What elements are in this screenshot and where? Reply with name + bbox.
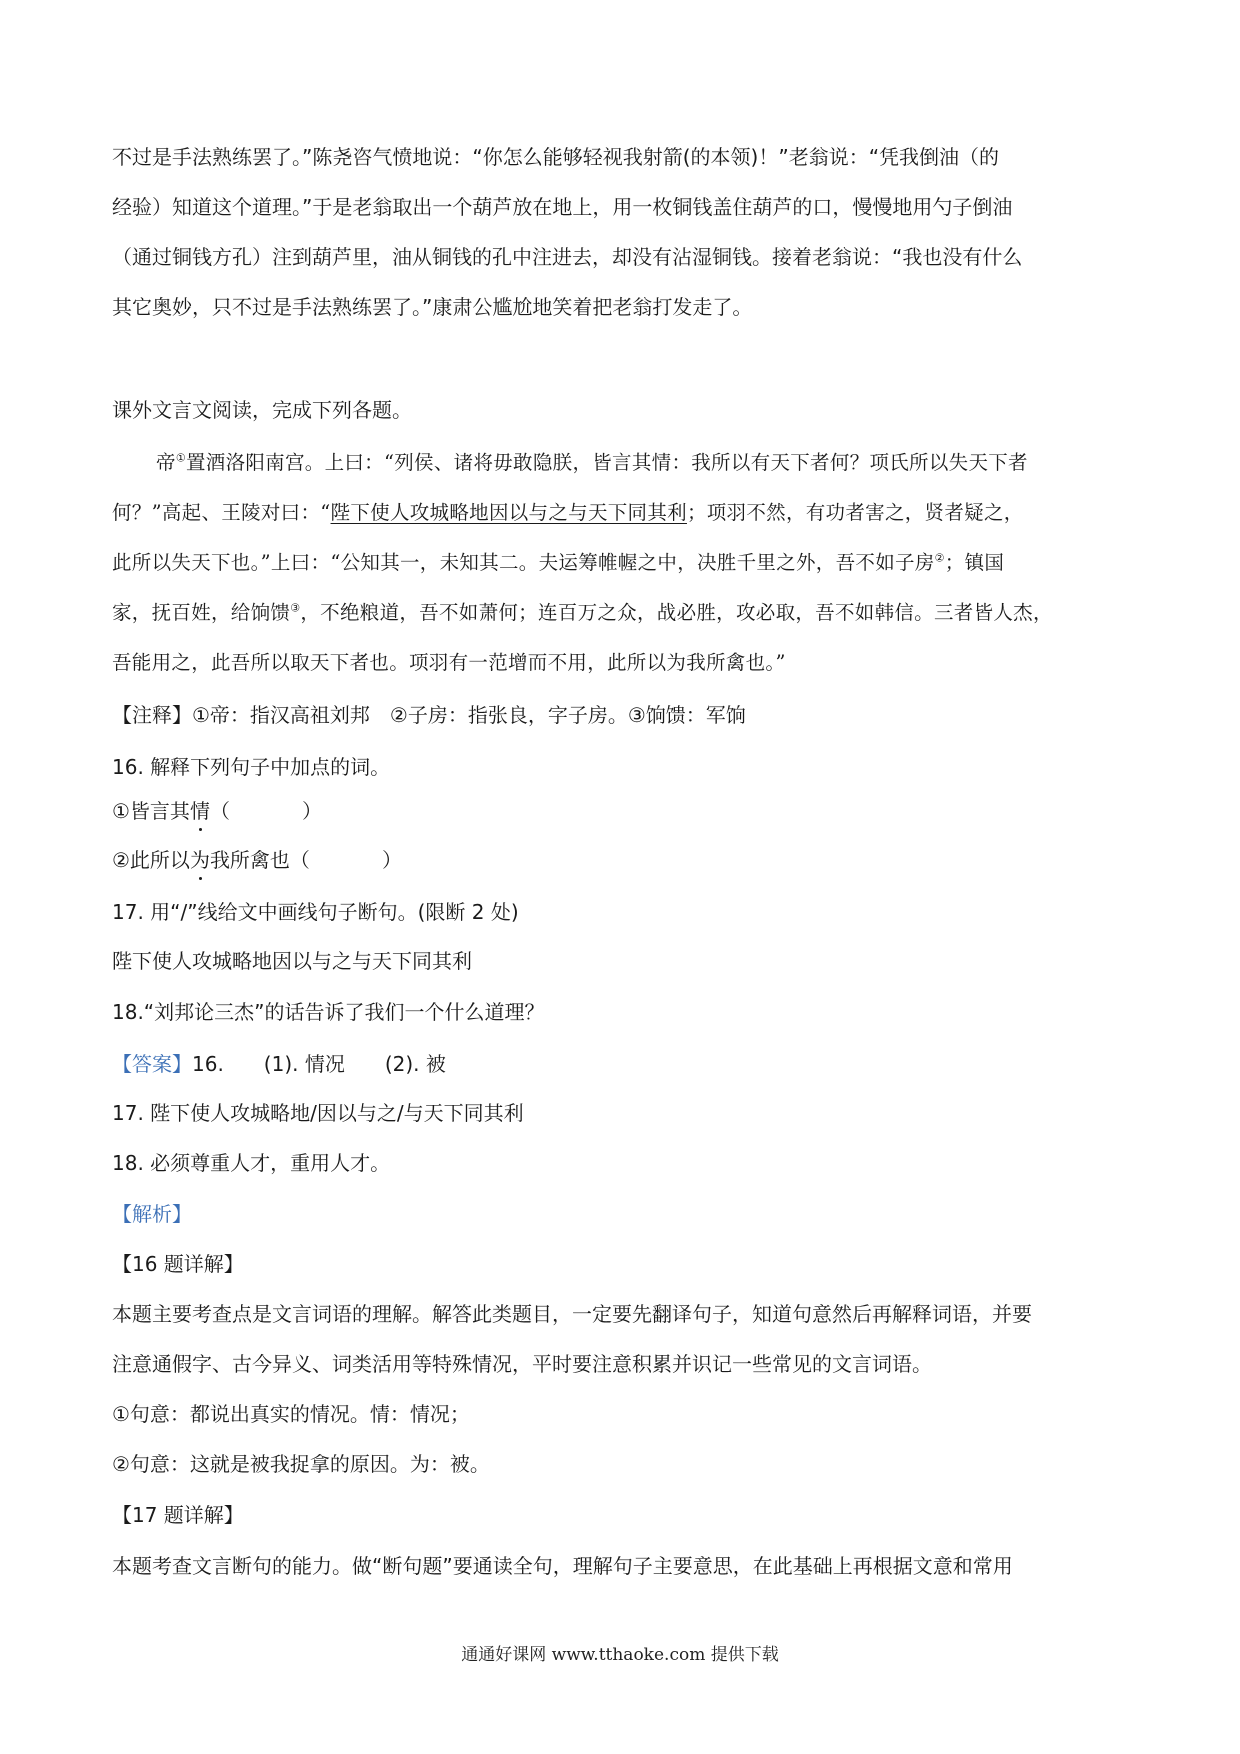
question-18-title: 18.“刘邦论三杰”的话告诉了我们一个什么道理？	[112, 1000, 545, 1024]
item-text: 我所禽也（	[209, 848, 310, 872]
passage-line-4	[112, 598, 1132, 628]
item-text: ②此所以	[112, 848, 190, 872]
footnote-marker: ①	[175, 451, 186, 465]
translation-line-3: （通过铜钱方孔）注到葫芦里，油从铜钱的孔中注进去，却没有沾湿铜钱。接着老翁说：“我也没有什么	[112, 245, 1023, 269]
passage-text: ，不绝粮道，吾不如萧何；连百万之众，战必胜，攻必取，吾不如韩信。三者皆人杰，	[300, 601, 1053, 624]
paren-close: ）	[381, 848, 402, 872]
analysis-17-para-1: 本题考查文言断句的能力。做“断句题”要通读全句，理解句子主要意思，在此基础上再根据文意和常用	[112, 1554, 1013, 1578]
passage-text: 此所以失天下也。”上曰：“公知其一，未知其二。夫运筹帷幄之中，决胜千里之外，吾不如子房	[112, 551, 935, 574]
translation-line-4: 其它奥妙，只不过是手法熟练罢了。”康肃公尴尬地笑着把老翁打发走了。	[112, 295, 753, 319]
analysis-16-para-4: ②句意：这就是被我捉拿的原因。为：被。	[112, 1452, 490, 1476]
passage-text: 帝	[156, 451, 176, 474]
analysis-label: 【解析】	[112, 1202, 192, 1226]
analysis-16-para-3: ①句意：都说出真实的情况。情：情况；	[112, 1402, 470, 1426]
passage-line-3	[112, 548, 1132, 578]
answer-16	[112, 1049, 1132, 1079]
analysis-17-heading: 【17 题详解】	[112, 1503, 244, 1527]
passage-line-1	[156, 448, 1132, 478]
passage-text: 家，抚百姓，给饷馈	[112, 601, 291, 624]
item-text: ①皆言其	[112, 799, 190, 823]
footnote-marker: ③	[290, 601, 301, 615]
translation-line-1: 不过是手法熟练罢了。”陈尧咨气愤地说：“你怎么能够轻视我射箭(的本领)！”老翁说：“凭我倒油（的	[112, 145, 1000, 169]
section-intro: 课外文言文阅读，完成下列各题。	[112, 398, 412, 422]
passage-text: ；项羽不然，有功者害之，贤者疑之，	[686, 501, 1024, 524]
question-17-sentence: 陛下使人攻城略地因以与之与天下同其利	[112, 949, 472, 973]
analysis-16-para-2: 注意通假字、古今异义、词类活用等特殊情况，平时要注意积累并识记一些常见的文言词语。	[112, 1352, 932, 1376]
dotted-word: 情	[190, 796, 210, 826]
passage-text: 置酒洛阳南宫。上曰：“列侯、诸将毋敢隐朕，皆言其情：我所以有天下者何？项氏所以失天下者	[185, 451, 1028, 474]
passage-line-5: 吾能用之，此吾所以取天下者也。项羽有一范增而不用，此所以为我所禽也。”	[112, 651, 786, 674]
answer-18: 18. 必须尊重人才，重用人才。	[112, 1151, 391, 1175]
question-17-title: 17. 用“/”线给文中画线句子断句。(限断 2 处)	[112, 900, 519, 924]
analysis-16-para-1: 本题主要考查点是文言词语的理解。解答此类题目，一定要先翻译句子，知道句意然后再解释词语，并要	[112, 1302, 1032, 1326]
question-16-title: 16. 解释下列句子中加点的词。	[112, 755, 391, 779]
question-16-item-1	[112, 796, 1132, 826]
underlined-sentence: 陛下使人攻城略地因以与之与天下同其利	[330, 501, 687, 524]
translation-line-2: 经验）知道这个道理。”于是老翁取出一个葫芦放在地上，用一枚铜钱盖住葫芦的口，慢慢地用勺子倒油	[112, 195, 1013, 219]
passage-line-2	[112, 498, 1132, 528]
paren-close: ）	[301, 799, 322, 823]
dotted-word: 为	[190, 845, 210, 875]
passage-text: ；镇国	[944, 551, 1005, 574]
paren-open: （	[209, 799, 230, 823]
answer-17: 17. 陛下使人攻城略地/因以与之/与天下同其利	[112, 1101, 524, 1125]
question-16-item-2	[112, 845, 1132, 875]
answer-16-text: 16. (1). 情况 (2). 被	[192, 1052, 446, 1076]
notes: 【注释】①帝：指汉高祖刘邦 ②子房：指张良，字子房。③饷馈：军饷	[112, 703, 746, 727]
answer-label: 【答案】	[112, 1052, 192, 1076]
footnote-marker: ②	[934, 551, 945, 565]
analysis-16-heading: 【16 题详解】	[112, 1252, 244, 1276]
page-footer: 通通好课网 www.tthaoke.com 提供下载	[461, 1645, 779, 1665]
passage-text: 何？”高起、王陵对曰：“	[112, 501, 331, 524]
